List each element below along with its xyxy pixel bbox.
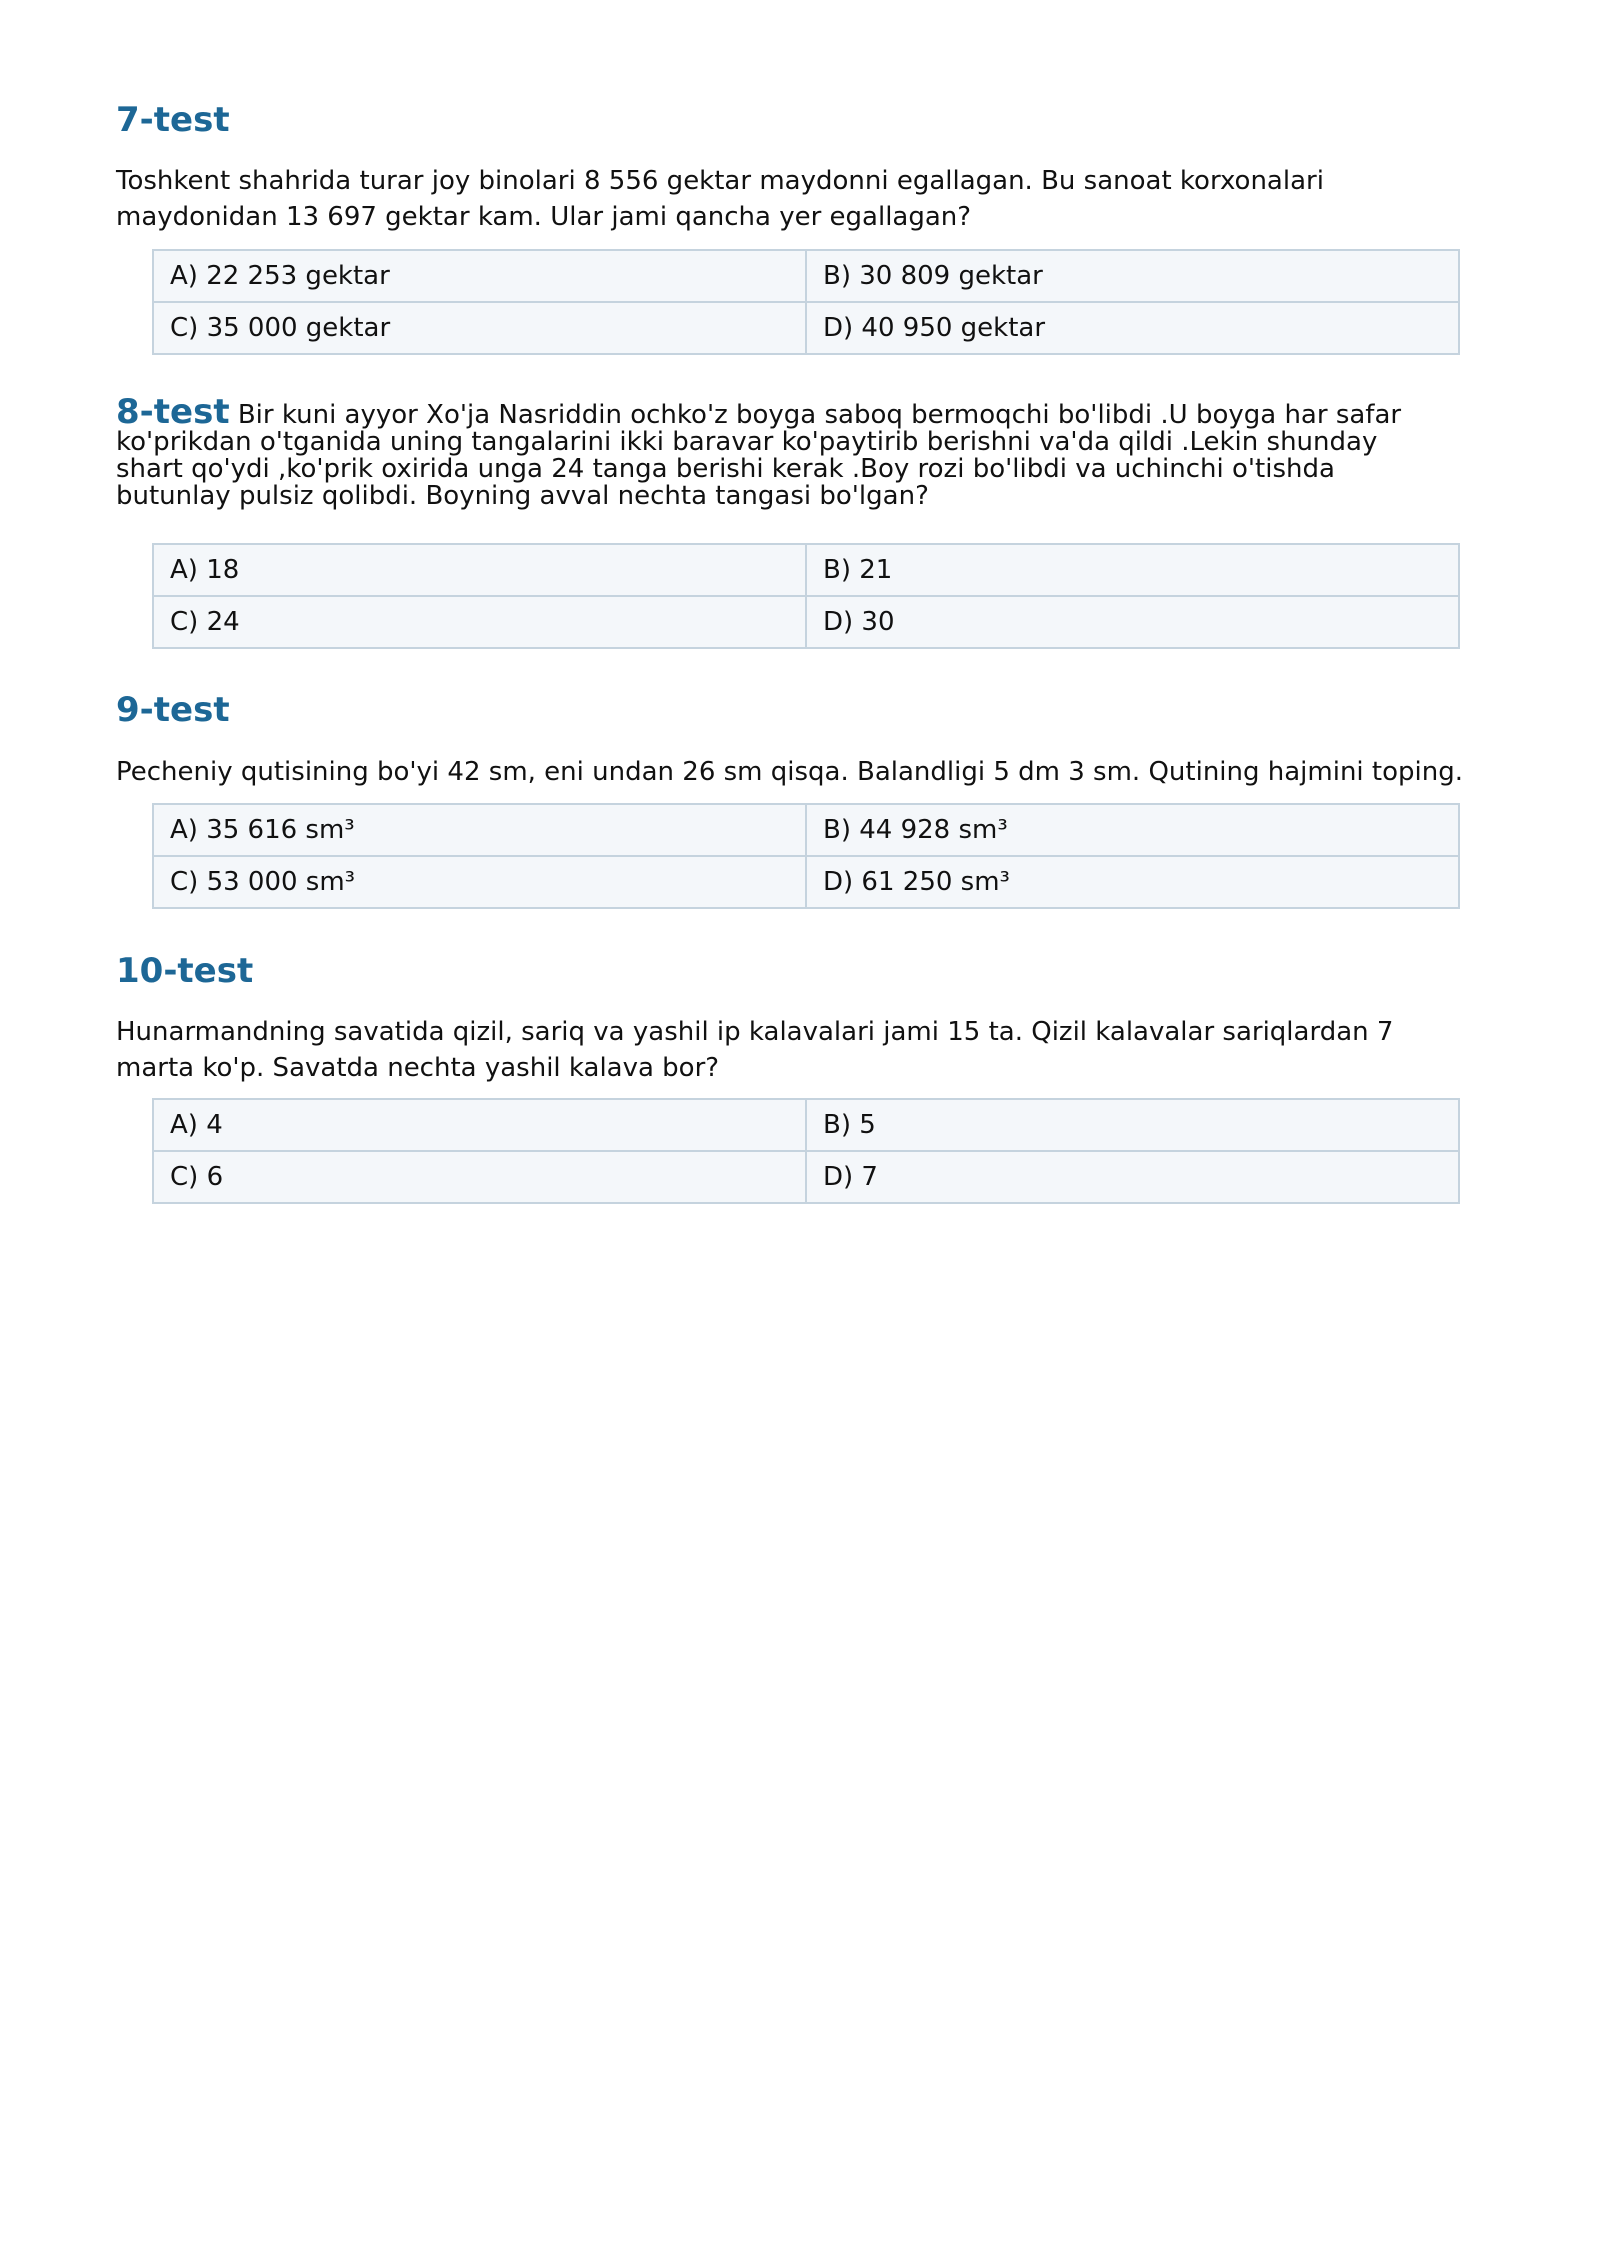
- option-c[interactable]: C) 24: [153, 596, 806, 648]
- test-9: [116, 690, 1496, 730]
- option-b[interactable]: B) 21: [806, 544, 1459, 596]
- question-line: maydonidan 13 697 gektar kam. Ular jami qancha yer egallagan?: [116, 202, 972, 232]
- option-a[interactable]: A) 22 253 gektar: [153, 250, 806, 302]
- test-7-options: [152, 249, 1460, 355]
- test-8: [116, 392, 1496, 511]
- test-10-options: [152, 1098, 1460, 1204]
- test-10: [116, 951, 1496, 991]
- option-a[interactable]: A) 18: [153, 544, 806, 596]
- question-line: butunlay pulsiz qolibdi. Boyning avval nechta tangasi bo'lgan?: [116, 481, 929, 511]
- option-c[interactable]: C) 6: [153, 1151, 806, 1203]
- test-9-options: [152, 803, 1460, 909]
- option-b[interactable]: B) 5: [806, 1099, 1459, 1151]
- test-9-question: [116, 754, 1496, 790]
- test-10-question: [116, 1014, 1496, 1086]
- option-c[interactable]: C) 53 000 sm³: [153, 856, 806, 908]
- option-b[interactable]: B) 44 928 sm³: [806, 804, 1459, 856]
- test-7: [116, 100, 1496, 140]
- question-line: Hunarmandning savatida qizil, sariq va yashil ip kalavalari jami 15 ta. Qizil kalavalar sariqlardan 7: [116, 1017, 1394, 1047]
- question-line: ko'prikdan o'tganida uning tangalarini ikki baravar ko'paytirib berishni va'da qildi .Lekin shunday: [116, 427, 1378, 457]
- test-title: 10-test: [116, 951, 254, 991]
- question-line: shart qo'ydi ,ko'prik oxirida unga 24 tanga berishi kerak .Boy rozi bo'libdi va uchinchi o'tishda: [116, 454, 1335, 484]
- question-line: Pecheniy qutisining bo'yi 42 sm, eni undan 26 sm qisqa. Balandligi 5 dm 3 sm. Qutining hajmini toping.: [116, 757, 1463, 787]
- option-a[interactable]: A) 35 616 sm³: [153, 804, 806, 856]
- option-a[interactable]: A) 4: [153, 1099, 806, 1151]
- test-8-options: [152, 543, 1460, 649]
- test-title: 8-test: [116, 392, 230, 432]
- question-line: Toshkent shahrida turar joy binolari 8 556 gektar maydonni egallagan. Bu sanoat korxonalari: [116, 166, 1324, 196]
- option-b[interactable]: B) 30 809 gektar: [806, 250, 1459, 302]
- option-d[interactable]: D) 61 250 sm³: [806, 856, 1459, 908]
- option-d[interactable]: D) 30: [806, 596, 1459, 648]
- option-c[interactable]: C) 35 000 gektar: [153, 302, 806, 354]
- option-d[interactable]: D) 7: [806, 1151, 1459, 1203]
- test-title: 9-test: [116, 690, 230, 730]
- test-title: 7-test: [116, 100, 230, 140]
- test-8-question-line-1: [116, 392, 1496, 432]
- question-line: marta ko'p. Savatda nechta yashil kalava bor?: [116, 1053, 720, 1083]
- option-d[interactable]: D) 40 950 gektar: [806, 302, 1459, 354]
- question-line: Bir kuni ayyor Xo'ja Nasriddin ochko'z boyga saboq bermoqchi bo'libdi .U boyga har safar: [229, 400, 1402, 430]
- test-7-question: [116, 163, 1496, 235]
